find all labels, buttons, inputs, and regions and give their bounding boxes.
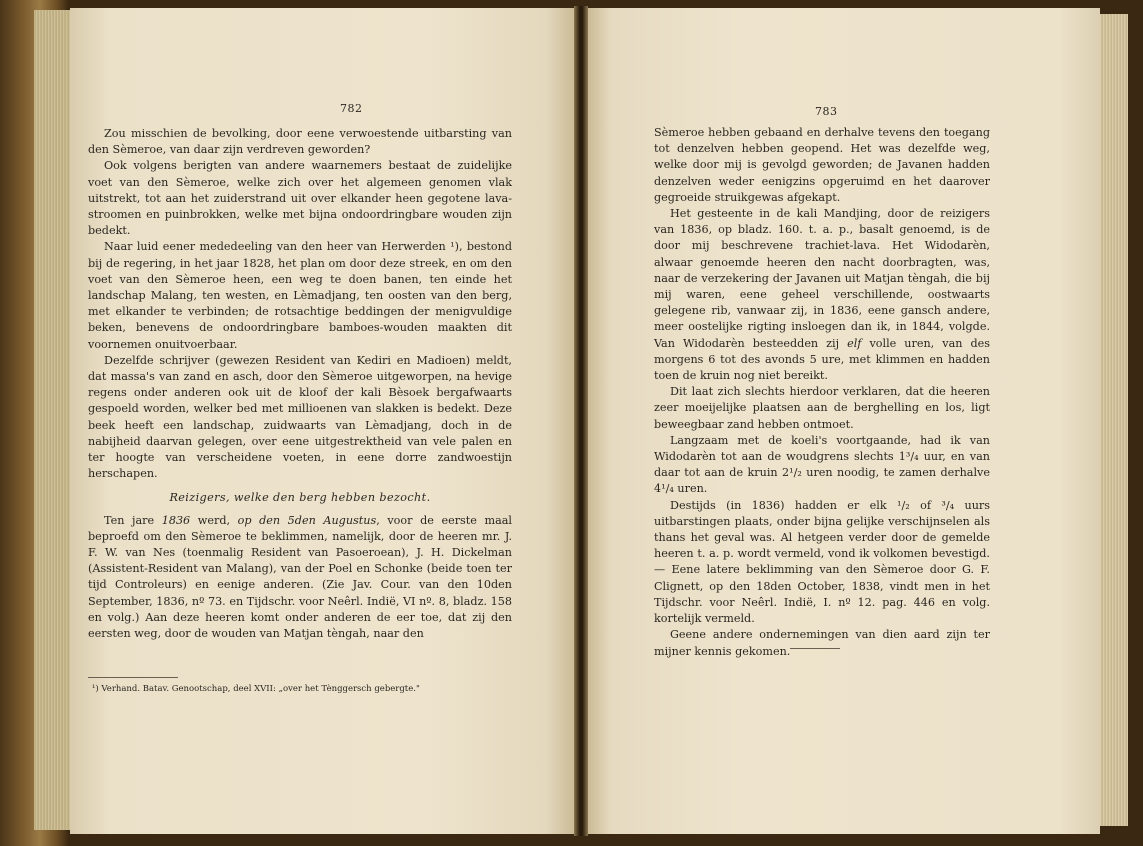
paragraph: Geene andere ondernemingen van dien aard zijn ter mijner kennis gekomen. xyxy=(654,628,990,658)
paragraph xyxy=(88,513,512,643)
paragraph: Dezelfde schrijver (gewezen Resident van Kediri en Madioen) meldt, dat massa's van zand en asch, door den Sèmeroe uitgeworpen, na hevige regens onder anderen ook uit de kloof der kali Bèsoek bergafwaarts gespoeld worden, welker bed met millioenen van slakken is bedekt. Deze beek heeft een landschap, zuidwaarts van Lèmadjang, doch in de nabijheid daarvan gelegen, over eene uitgestrektheid van vele palen en ter hoogte van verscheidene voeten, in eene dorre zandwoestijn herschapen. xyxy=(88,353,512,481)
text-run: Ten jare xyxy=(104,513,162,527)
right-page-text xyxy=(654,125,990,660)
italic-year: 1836 xyxy=(161,513,191,527)
page-number-left: 782 xyxy=(340,102,363,115)
text-run: Het gesteente in de kali Mandjing, door de reizigers van 1836, op bladz. 160. t. a. p., basalt genoemd, is de door mij beschrevene trachiet-lava. Het Widodarèn, alwaar genoemde heeren den nacht doorbragten, was, naar de verzekering der Javanen uit Matjan tèngah, die bij mij waren, eene geheel verschillende, oostwaarts gelegene rib, vanwaar zij, in 1836, eene gansch andere, meer oostelijke rigting insloegen dan ik, in 1844, volgde. Van Widodarèn besteedden zij xyxy=(654,207,990,350)
paragraph xyxy=(654,206,990,384)
left-page-text xyxy=(88,126,512,642)
paragraph: Langzaam met de koeli's voortgaande, had ik van Widodarèn tot aan de woudgrens slechts 1³/₄ uur, en van daar tot aan de kruin 2¹/₂ uren noodig, te zamen derhalve 4¹/₄ uren. xyxy=(654,433,990,496)
text-run: werd, xyxy=(190,513,238,527)
footnote: ¹) Verhand. Batav. Genootschap, deel XVII: „over het Tènggersch gebergte." xyxy=(92,684,420,694)
book-gutter xyxy=(574,6,588,836)
left-page-edges xyxy=(34,10,74,830)
section-heading: Reizigers, welke den berg hebben bezocht. xyxy=(169,491,431,505)
paragraph: Naar luid eener mededeeling van den heer van Herwerden ¹), bestond bij de regering, in het jaar 1828, het plan om door deze streek, en om den voet van den Sèmeroe heen, een weg te doen banen, ten einde het landschap Malang, ten westen, en Lèmadjang, ten oosten van den berg, met elkander te verbinden; de rotsachtige beddingen der menigvuldige beken, benevens de ondoordringbare bamboes-wouden maakten dit voornemen onuitvoerbaar. xyxy=(88,240,512,351)
italic-word: elf xyxy=(847,336,862,350)
paragraph: Sèmeroe hebben gebaand en derhalve tevens den toegang tot denzelven hebben geopend. Het was dezelfde weg, welke door mij is gevolgd geworden; de Javanen hadden denzelven weder eenigzins opgeruimd en het daarover gegroeide struikgewas afgekapt. xyxy=(654,126,990,204)
end-rule xyxy=(790,648,840,649)
paragraph: Destijds (in 1836) hadden er elk ¹/₂ of ³/₄ uurs uitbarstingen plaats, onder bijna gelijke verschijnselen als thans het geval was. Al hetgeen verder door de gemelde heeren t. a. p. wordt vermeld, vond ik volkomen bevestigd. — Eene latere beklimming van den Sèmeroe door G. F. Clignett, op den 18den October, 1838, vindt men in het Tijdschr. voor Neêrl. Indië, I. nº 12. pag. 446 en volg. kortelijk vermeld. xyxy=(654,498,990,626)
text-run: volle uren, van des morgens 6 tot des avonds 5 ure, met klimmen en hadden toen de kruin nog niet bereikt. xyxy=(654,336,990,383)
paragraph: Zou misschien de bevolking, door eene verwoestende uitbarsting van den Sèmeroe, van daar zijn verdreven geworden? xyxy=(88,127,512,157)
text-run: , voor de eerste maal beproefd om den Sèmeroe te beklimmen, namelijk, door de heeren mr. J. F. W. van Nes (toenmalig Resident van Pasoeroean), J. H. Dickelman (Assistent-Resident van Malang), van der Poel en Schonke (beide toen ter tijd Controleurs) en eenige anderen. (Zie Jav. Cour. van den 10den September, 1836, nº 73. en Tijdschr. voor Neêrl. Indië, VI nº. 8, bladz. 158 en volg.) Aan deze heeren komt onder anderen de eer toe, dat zij den eersten weg, door de wouden van Matjan tèngah, naar den xyxy=(88,513,513,641)
italic-date: op den 5den Augustus xyxy=(237,513,377,527)
paragraph: Dit laat zich slechts hierdoor verklaren, dat die heeren zeer moeijelijke plaatsen aan de berghelling en los, ligt beweegbaar zand hebben ontmoet. xyxy=(654,385,990,431)
paragraph: Ook volgens berigten van andere waarnemers bestaat de zuidelijke voet van den Sèmeroe, welke zich over het algemeen genomen vlak uitstrekt, tot aan het zuiderstrand uit over elkander heen gegotene lava-stroomen en puinbrokken, welke met bijna ondoordringbare wouden zijn bedekt. xyxy=(88,159,512,238)
right-page-edges xyxy=(1098,14,1128,826)
footnote-rule xyxy=(88,677,178,678)
page-number-right: 783 xyxy=(815,105,838,118)
